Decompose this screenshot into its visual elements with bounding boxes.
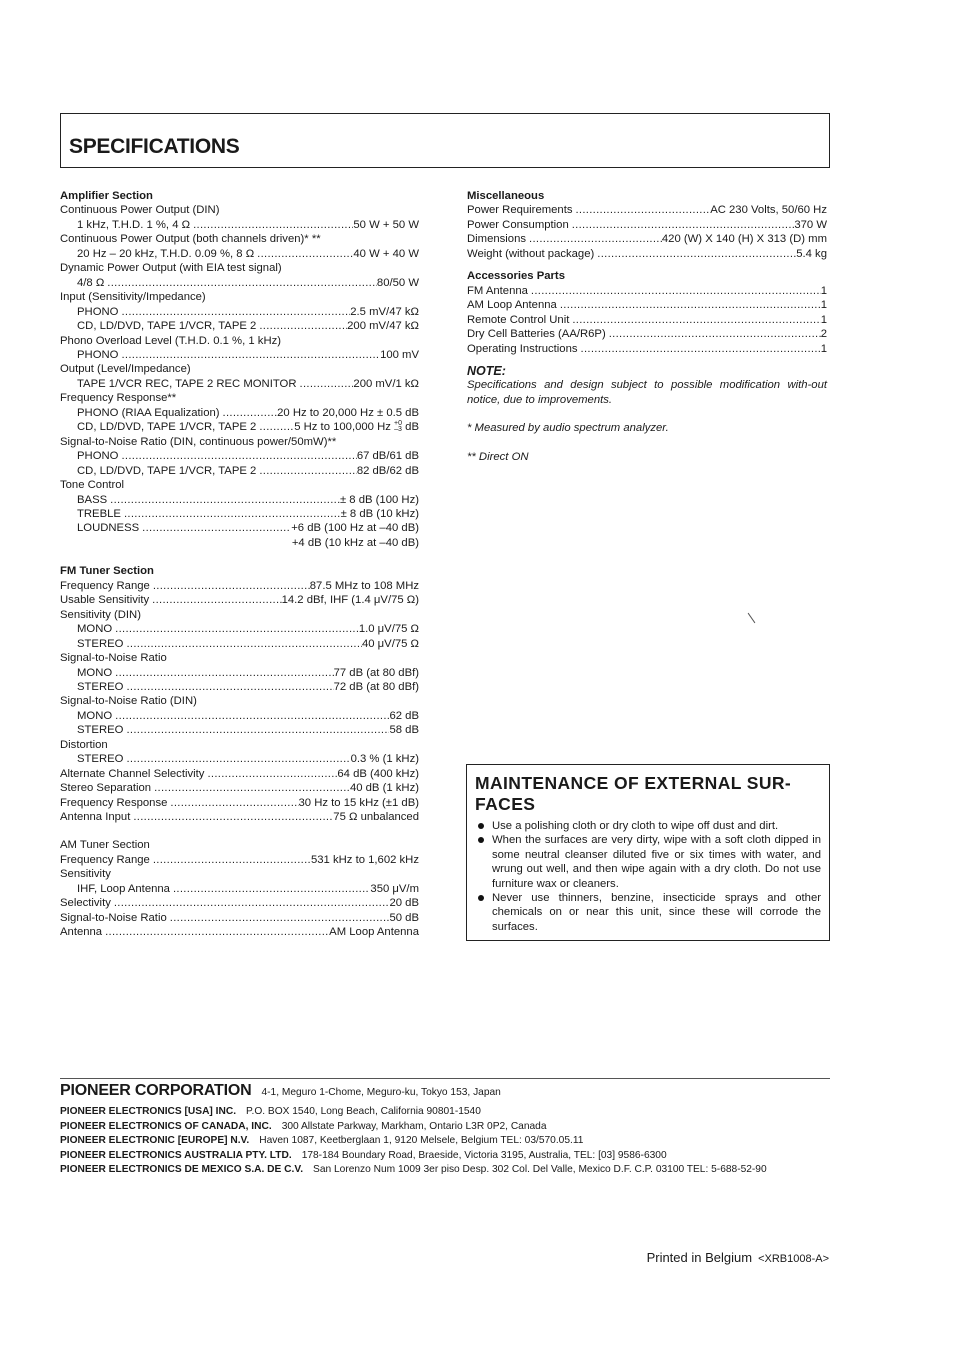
printed-in: Printed in Belgium <XRB1008-A> [646, 1250, 829, 1265]
spec-row: CD, LD/DVD, TAPE 1/VCR, TAPE 2 ..... 82 dB/62 dB [60, 464, 419, 478]
spec-label: Frequency Response** [60, 392, 177, 405]
fm-heading: FM Tuner Section [60, 565, 154, 578]
spec-row: TAPE 1/VCR REC, TAPE 2 REC MONITOR ..... 200 mV/1 kΩ [60, 377, 419, 391]
spec-row: STEREO ..... 40 μV/75 Ω [60, 637, 419, 651]
corp-office: PIONEER ELECTRONICS AUSTRALIA PTY. LTD. 178-184 Boundary Road, Braeside, Victoria 3195, Australia, TEL: [03] 9586-6300 [60, 1149, 667, 1161]
spec-row: Frequency Range ..... 531 kHz to 1,602 kHz [60, 853, 419, 867]
maintenance-list [475, 819, 821, 934]
spec-row: PHONO ..... 100 mV [60, 348, 419, 362]
spec-row: 4/8 Ω ..... 80/50 W [60, 276, 419, 290]
spec-row: 20 Hz – 20 kHz, T.H.D. 0.09 %, 8 Ω ..... 40 W + 40 W [60, 247, 419, 261]
spec-row: Stereo Separation ..... 40 dB (1 kHz) [60, 781, 419, 795]
spec-row: Frequency Response ..... 30 Hz to 15 kHz (±1 dB) [60, 796, 419, 810]
footnote-1: * Measured by audio spectrum analyzer. [467, 422, 669, 435]
list-item: Use a polishing cloth or dry cloth to wipe off dust and dirt. [475, 819, 821, 833]
right-column [467, 189, 827, 464]
spec-row: BASS ..... ± 8 dB (100 Hz) [60, 493, 419, 507]
spec-row: Dimensions ..... 420 (W) X 140 (H) X 313 (D) mm [467, 232, 827, 246]
corp-main: PIONEER CORPORATION 4-1, Meguro 1-Chome, Meguro-ku, Tokyo 153, Japan [60, 1082, 501, 1099]
corporation-footer [60, 1078, 830, 1178]
spec-label: Tone Control [60, 479, 125, 492]
spec-label: Continuous Power Output (DIN) [60, 204, 220, 217]
list-item: Never use thinners, benzine, insecticide sprays and other chemicals on or near this unit, since these will corrode the surfaces. [475, 891, 821, 934]
spec-row: LOUDNESS ..... +6 dB (100 Hz at –40 dB) [60, 521, 419, 535]
spec-label: Sensitivity (DIN) [60, 608, 141, 621]
page-title: SPECIFICATIONS [69, 135, 240, 158]
spec-row: Frequency Range ..... 87.5 MHz to 108 MHz [60, 579, 419, 593]
spec-label: Dynamic Power Output (with EIA test signal) [60, 262, 282, 275]
list-item: Operating Instructions ..... 1 [467, 342, 827, 356]
spec-row: PHONO ..... 2.5 mV/47 kΩ [60, 305, 419, 319]
spec-row: 1 kHz, T.H.D. 1 %, 4 Ω ..... 50 W + 50 W [60, 218, 419, 232]
list-item: FM Antenna ..... 1 [467, 284, 827, 298]
spec-row: Antenna Input ..... 75 Ω unbalanced [60, 810, 419, 824]
spec-label: Signal-to-Noise Ratio (DIN) [60, 695, 197, 708]
spec-row: PHONO (RIAA Equalization) ..... 20 Hz to 20,000 Hz ± 0.5 dB [60, 406, 419, 420]
spec-label: Sensitivity [60, 868, 111, 881]
stray-mark [748, 613, 756, 623]
spec-row: MONO ..... 77 dB (at 80 dBf) [60, 666, 419, 680]
spec-label: Output (Level/Impedance) [60, 363, 191, 376]
spec-row: Power Requirements ..... AC 230 Volts, 50/60 Hz [467, 203, 827, 217]
spec-row: Antenna ..... AM Loop Antenna [60, 925, 419, 939]
title-box [60, 113, 830, 168]
spec-label: Continuous Power Output (both channels driven)* ** [60, 233, 321, 246]
spec-label: Input (Sensitivity/Impedance) [60, 291, 206, 304]
corp-office: PIONEER ELECTRONIC [EUROPE] N.V. Haven 1087, Keetberglaan 1, 9120 Melsele, Belgium TEL: 03/570.05.11 [60, 1135, 584, 1147]
spec-row: Usable Sensitivity ..... 14.2 dBf, IHF (1.4 μV/75 Ω) [60, 593, 419, 607]
spec-row: MONO ..... 1.0 μV/75 Ω [60, 622, 419, 636]
spec-row: Power Consumption ..... 370 W [467, 218, 827, 232]
corp-office: PIONEER ELECTRONICS [USA] INC. P.O. BOX 1540, Long Beach, California 90801-1540 [60, 1106, 481, 1117]
maintenance-box [466, 764, 830, 941]
spec-value: +4 dB (10 kHz at –40 dB) [291, 536, 419, 549]
spec-row: Alternate Channel Selectivity ..... 64 dB (400 kHz) [60, 767, 419, 781]
note-heading: NOTE: [467, 363, 506, 378]
am-heading: AM Tuner Section [60, 839, 150, 852]
spec-label: Distortion [60, 738, 108, 751]
spec-label: Signal-to-Noise Ratio [60, 652, 167, 665]
spec-row: STEREO ..... 72 dB (at 80 dBf) [60, 680, 419, 694]
spec-row: PHONO ..... 67 dB/61 dB [60, 449, 419, 463]
list-item: When the surfaces are very dirty, wipe with a soft cloth dipped in some neutral cleanser diluted five or six times with water, and wrung out well, and then wipe again with a dry cloth. Do not use furniture wax or cleaners. [475, 833, 821, 891]
spec-row: Selectivity ..... 20 dB [60, 896, 419, 910]
list-item: Dry Cell Batteries (AA/R6P) ..... 2 [467, 327, 827, 341]
spec-row: CD, LD/DVD, TAPE 1/VCR, TAPE 2 ..... 5 Hz to 100,000 Hz +0 –3 dB [60, 420, 419, 434]
corp-office: PIONEER ELECTRONICS OF CANADA, INC. 300 Allstate Parkway, Markham, Ontario L3R 0P2, Canada [60, 1120, 547, 1132]
spec-row: STEREO ..... 0.3 % (1 kHz) [60, 752, 419, 766]
misc-heading: Miscellaneous [467, 190, 545, 202]
footnote-2: ** Direct ON [467, 450, 529, 463]
note-text: Specifications and design subject to possible modification with-out notice, due to improvements. [467, 379, 827, 406]
spec-row: MONO ..... 62 dB [60, 709, 419, 723]
spec-row: CD, LD/DVD, TAPE 1/VCR, TAPE 2 ..... 200 mV/47 kΩ [60, 319, 419, 333]
spec-row: Signal-to-Noise Ratio ..... 50 dB [60, 911, 419, 925]
accessories-heading: Accessories Parts [467, 270, 565, 283]
left-column [60, 189, 419, 940]
spec-row: TREBLE ..... ± 8 dB (10 kHz) [60, 507, 419, 521]
spec-label: Phono Overload Level (T.H.D. 0.1 %, 1 kHz) [60, 334, 282, 347]
corp-office: PIONEER ELECTRONICS DE MEXICO S.A. DE C.V. San Lorenzo Num 1009 3er piso Desp. 302 Col. Del Valle, Mexico D.F. C.P. 03100 TEL: 5-688-52-90 [60, 1164, 767, 1176]
list-item: Remote Control Unit ..... 1 [467, 313, 827, 327]
amplifier-heading: Amplifier Section [60, 190, 153, 202]
spec-row: Weight (without package) ..... 5.4 kg [467, 247, 827, 261]
spec-row: STEREO ..... 58 dB [60, 723, 419, 737]
spec-label: Signal-to-Noise Ratio (DIN, continuous power/50mW)** [60, 435, 337, 448]
maintenance-heading: MAINTENANCE OF EXTERNAL SUR-FACES [475, 773, 792, 814]
spec-row: IHF, Loop Antenna ..... 350 μV/m [60, 882, 419, 896]
list-item: AM Loop Antenna ..... 1 [467, 298, 827, 312]
